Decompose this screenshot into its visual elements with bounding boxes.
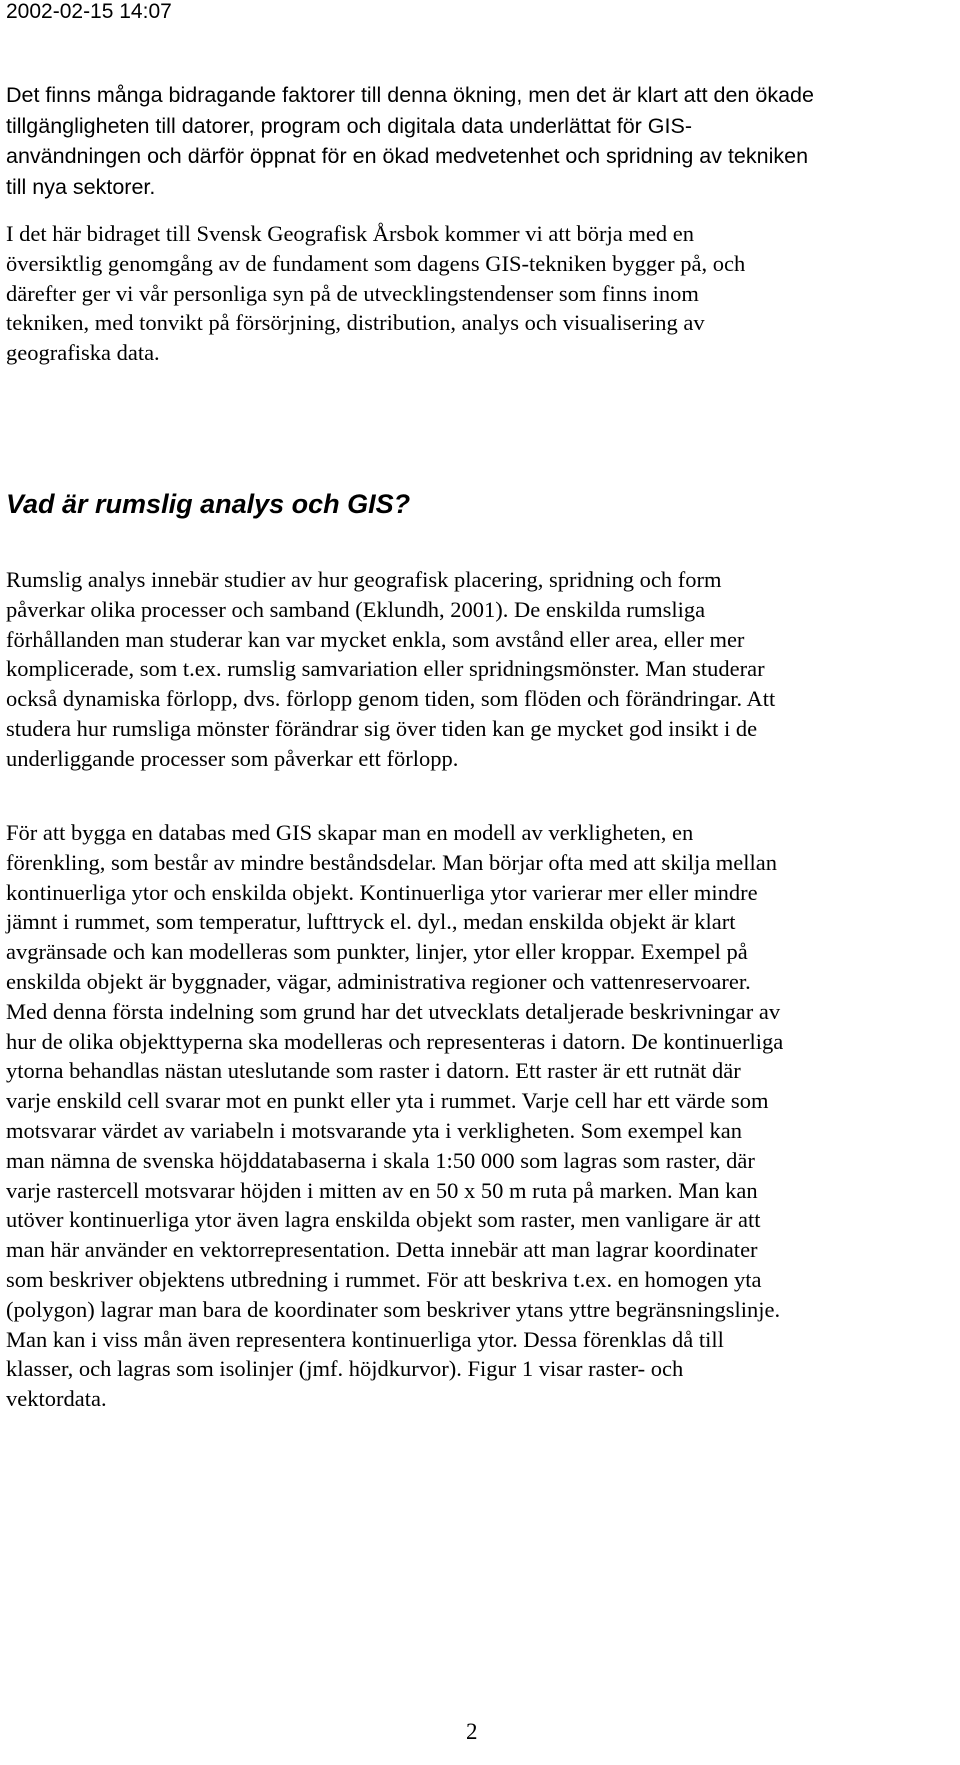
text-line: vektordata. [6,1386,107,1412]
text-line: geografiska data. [6,340,160,366]
text-line: klasser, och lagras som isolinjer (jmf. höjdkurvor). Figur 1 visar raster- och [6,1356,684,1382]
page-number: 2 [466,1719,478,1744]
text-line: I det här bidraget till Svensk Geografisk Årsbok kommer vi att börja med en [6,221,694,246]
text-line: hur de olika objekttyperna ska modelleras och representeras i datorn. De kontinuerliga [6,1028,784,1054]
text-line: motsvarar värdet av variabeln i motsvarande yta i verkligheten. Som exempel kan [6,1117,742,1143]
text-line: tekniken, med tonvikt på försörjning, distribution, analys och visualisering av [6,310,705,336]
text-line: För att bygga en databas med GIS skapar man en modell av verkligheten, en [6,820,694,845]
text-line: varje enskild cell svarar mot en punkt eller yta i rummet. Varje cell har ett värde som [6,1088,769,1114]
text-line: Rumslig analys innebär studier av hur geografisk placering, spridning och form [6,567,722,592]
text-line: Det finns många bidragande faktorer till denna ökning, men det är klart att den ökade [6,83,814,107]
text-line: också dynamiska förlopp, dvs. förlopp genom tiden, som flöden och förändringar. Att [6,686,776,712]
text-line: man nämna de svenska höjddatabaserna i skala 1:50 000 som lagras som raster, där [6,1147,755,1173]
text-line: man här använder en vektorrepresentation. Detta innebär att man lagrar koordinater [6,1237,758,1263]
text-line: kontinuerliga ytor och enskilda objekt. Kontinuerliga ytor varierar mer eller mindre [6,879,758,905]
text-line: varje rastercell motsvarar höjden i mitten av en 50 x 50 m ruta på marken. Man kan [6,1177,758,1203]
text-line: Med denna första indelning som grund har det utvecklats detaljerade beskrivningar av [6,998,781,1024]
text-line: tillgängligheten till datorer, program och digitala data underlättat för GIS- [6,113,693,138]
text-line: avgränsade och kan modelleras som punkter, linjer, ytor eller kroppar. Exempel på [6,939,748,965]
text-line: förenkling, som består av mindre beståndsdelar. Man börjar ofta med att skilja mellan [6,849,778,875]
text-line: översiktlig genomgång av de fundament som dagens GIS-tekniken bygger på, och [6,250,746,276]
text-line: förhållanden man studerar kan var mycket enkla, som avstånd eller area, eller mer [6,626,745,652]
text-line: utöver kontinuerliga ytor även lagra enskilda objekt som raster, men vanligare är att [6,1207,761,1233]
intro-paragraph [6,80,954,202]
database-paragraph [6,818,954,1414]
text-line: till nya sektorer. [6,174,156,199]
text-line: påverkar olika processer och samband (Eklundh, 2001). De enskilda rumsliga [6,596,706,622]
text-line: enskilda objekt är byggnader, vägar, administrativa regioner och vattenreservoarer. [6,968,751,994]
text-line: underliggande processer som påverkar ett förlopp. [6,745,459,771]
text-line: därefter ger vi vår personliga syn på de utvecklingstendenser som finns inom [6,280,699,306]
text-line: som beskriver objektens utbredning i rummet. För att beskriva t.ex. en homogen yta [6,1266,762,1292]
overview-paragraph [6,219,954,368]
header-timestamp: 2002-02-15 14:07 [6,0,172,23]
text-line: komplicerade, som t.ex. rumslig samvariation eller spridningsmönster. Man studerar [6,656,765,682]
text-line: användningen och därför öppnat för en ökad medvetenhet och spridning av tekniken [6,144,809,168]
text-line: jämnt i rummet, som temperatur, lufttryck el. dyl., medan enskilda objekt är klart [6,909,736,935]
text-line: (polygon) lagrar man bara de koordinater som beskriver ytans yttre begränsningslinje. [6,1296,781,1322]
text-line: studera hur rumsliga mönster förändrar sig över tiden kan ge mycket god insikt i de [6,715,758,741]
section-heading: Vad är rumslig analys och GIS? [6,489,411,519]
text-line: Man kan i viss mån även representera kontinuerliga ytor. Dessa förenklas då till [6,1326,724,1352]
analysis-paragraph [6,565,954,774]
text-line: ytorna behandlas nästan uteslutande som raster i datorn. Ett raster är ett rutnät där [6,1058,741,1084]
